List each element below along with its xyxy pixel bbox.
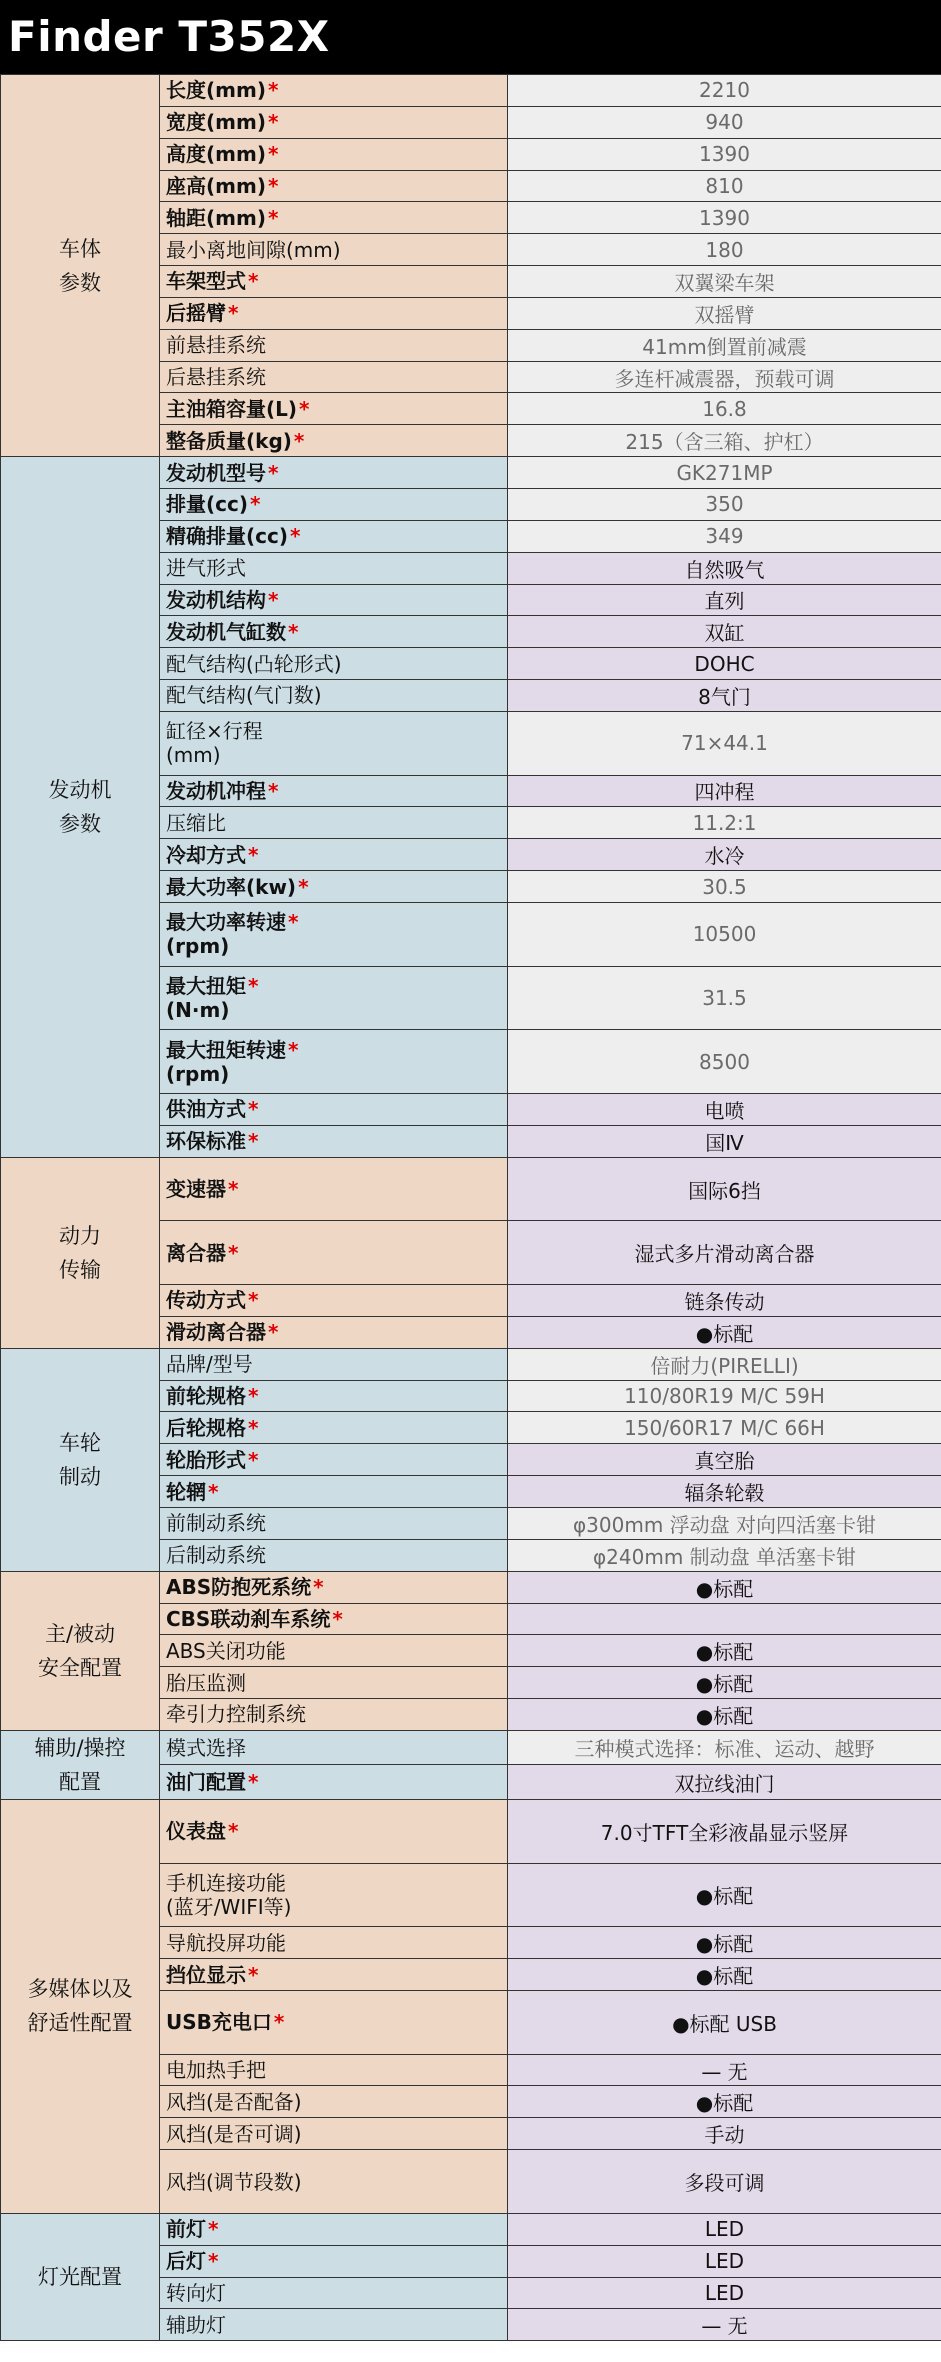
required-marker: *	[248, 1384, 259, 1409]
spec-value: 11.2:1	[508, 807, 941, 839]
spec-label: 导航投屏功能	[160, 1927, 508, 1959]
spec-label: 离合器 *	[160, 1221, 508, 1285]
spec-value: ●标配	[508, 1959, 941, 1991]
required-marker: *	[208, 2217, 219, 2242]
spec-label: 最大扭矩转速 * (rpm)	[160, 1030, 508, 1094]
required-marker: *	[288, 910, 299, 935]
spec-value: φ300mm 浮动盘 对向四活塞卡钳	[508, 1507, 941, 1539]
spec-table	[0, 74, 941, 2341]
required-marker: *	[268, 1320, 279, 1345]
spec-value: 双摇臂	[508, 297, 941, 329]
spec-label: 后摇臂 *	[160, 297, 508, 329]
spec-label: 前悬挂系统	[160, 329, 508, 361]
section-label: 多媒体以及 舒适性配置	[1, 1799, 160, 2213]
spec-value: 三种模式选择：标准、运动、越野	[508, 1730, 941, 1765]
spec-value: ●标配	[508, 2086, 941, 2118]
spec-label: 前制动系统	[160, 1507, 508, 1539]
spec-value: φ240mm 制动盘 单活塞卡钳	[508, 1539, 941, 1571]
spec-value: 810	[508, 170, 941, 202]
spec-value: 双翼梁车架	[508, 266, 941, 298]
spec-label: 转向灯	[160, 2277, 508, 2309]
spec-label: 最大功率转速 * (rpm)	[160, 902, 508, 966]
spec-label: 配气结构(凸轮形式)	[160, 648, 508, 680]
table-row	[1, 75, 941, 107]
required-marker: *	[248, 1415, 259, 1440]
spec-value: 手动	[508, 2118, 941, 2150]
section-label: 车体 参数	[1, 75, 160, 457]
spec-label: 最小离地间隙(mm)	[160, 234, 508, 266]
spec-value: 1390	[508, 138, 941, 170]
spec-value: 71×44.1	[508, 711, 941, 775]
required-marker: *	[299, 396, 310, 421]
required-marker: *	[268, 587, 279, 612]
required-marker: *	[208, 2249, 219, 2274]
spec-label: 车架型式 *	[160, 266, 508, 298]
spec-label: 配气结构(气门数)	[160, 680, 508, 712]
spec-label: 冷却方式 *	[160, 839, 508, 871]
spec-value: 多连杆减震器，预载可调	[508, 361, 941, 393]
spec-label: 传动方式 *	[160, 1285, 508, 1317]
spec-value: 180	[508, 234, 941, 266]
spec-value: 349	[508, 520, 941, 552]
spec-value: 双拉线油门	[508, 1765, 941, 1800]
spec-value: 2210	[508, 75, 941, 107]
spec-value: 四冲程	[508, 775, 941, 807]
required-marker: *	[267, 78, 279, 103]
spec-value: 8气门	[508, 680, 941, 712]
spec-value: ●标配	[508, 1635, 941, 1667]
table-row	[1, 1157, 941, 1221]
spec-label: 进气形式	[160, 552, 508, 584]
required-marker: *	[248, 1770, 259, 1795]
required-marker: *	[250, 492, 261, 517]
spec-label: 最大扭矩 * (N·m)	[160, 966, 508, 1030]
spec-value: 10500	[508, 902, 941, 966]
spec-label: 长度(mm) *	[160, 75, 508, 107]
spec-label: 辅助灯	[160, 2309, 508, 2341]
spec-label: 座高(mm) *	[160, 170, 508, 202]
spec-value: ●标配	[508, 1927, 941, 1959]
spec-value: LED	[508, 2213, 941, 2245]
required-marker: *	[267, 142, 279, 167]
spec-label: 风挡(是否配备)	[160, 2086, 508, 2118]
spec-label: 最大功率(kw) *	[160, 871, 508, 903]
spec-label: 发动机结构 *	[160, 584, 508, 616]
table-row	[1, 1799, 941, 1863]
spec-value: ●标配	[508, 1863, 941, 1927]
spec-value: 940	[508, 106, 941, 138]
required-marker: *	[248, 842, 259, 867]
required-marker: *	[228, 1240, 239, 1265]
spec-label: 发动机冲程 *	[160, 775, 508, 807]
spec-label: 整备质量(kg) *	[160, 425, 508, 457]
required-marker: *	[332, 1606, 343, 1631]
required-marker: *	[313, 1575, 324, 1600]
spec-label: 挡位显示 *	[160, 1959, 508, 1991]
spec-label: CBS联动刹车系统 *	[160, 1603, 508, 1635]
spec-label: 前灯 *	[160, 2213, 508, 2245]
required-marker: *	[273, 2010, 285, 2035]
spec-label: 油门配置 *	[160, 1765, 508, 1800]
required-marker: *	[248, 1129, 259, 1154]
spec-value: 30.5	[508, 871, 941, 903]
spec-label: 后灯 *	[160, 2245, 508, 2277]
spec-label: 前轮规格 *	[160, 1380, 508, 1412]
required-marker: *	[268, 460, 279, 485]
spec-label: 发动机气缸数 *	[160, 616, 508, 648]
spec-label: 后制动系统	[160, 1539, 508, 1571]
spec-value: 110/80R19 M/C 59H	[508, 1380, 941, 1412]
spec-label: 牵引力控制系统	[160, 1699, 508, 1731]
required-marker: *	[268, 778, 279, 803]
spec-value: ●标配	[508, 1316, 941, 1348]
section-label: 发动机 参数	[1, 457, 160, 1158]
section-label: 灯光配置	[1, 2213, 160, 2340]
spec-value: 直列	[508, 584, 941, 616]
required-marker: *	[228, 301, 239, 326]
required-marker: *	[208, 1479, 219, 1504]
spec-label: 电加热手把	[160, 2054, 508, 2086]
spec-value: 多段可调	[508, 2150, 941, 2214]
required-marker: *	[267, 173, 279, 198]
required-marker: *	[248, 1962, 259, 1987]
spec-value: ●标配	[508, 1699, 941, 1731]
section-label: 辅助/操控 配置	[1, 1730, 160, 1799]
required-marker: *	[248, 269, 259, 294]
spec-label: 变速器 *	[160, 1157, 508, 1221]
spec-label: 后轮规格 *	[160, 1412, 508, 1444]
required-marker: *	[248, 1097, 259, 1122]
spec-label: 主油箱容量(L) *	[160, 393, 508, 425]
spec-value: 辐条轮毂	[508, 1476, 941, 1508]
spec-value: 16.8	[508, 393, 941, 425]
spec-value: ●标配 USB	[508, 1990, 941, 2054]
spec-label: 供油方式 *	[160, 1094, 508, 1126]
spec-label: 轮胎形式 *	[160, 1444, 508, 1476]
required-marker: *	[248, 1288, 259, 1313]
spec-value: GK271MP	[508, 457, 941, 489]
section-label: 主/被动 安全配置	[1, 1571, 160, 1730]
spec-value: 电喷	[508, 1094, 941, 1126]
spec-label: USB充电口 *	[160, 1990, 508, 2054]
required-marker: *	[267, 110, 279, 135]
spec-value: LED	[508, 2245, 941, 2277]
spec-label: 环保标准 *	[160, 1125, 508, 1157]
spec-label: 缸径×行程 (mm)	[160, 711, 508, 775]
table-row	[1, 1348, 941, 1380]
spec-label: 精确排量(cc) *	[160, 520, 508, 552]
required-marker: *	[288, 1037, 299, 1062]
spec-value: 1390	[508, 202, 941, 234]
required-marker: *	[290, 524, 301, 549]
spec-value: 国际6挡	[508, 1157, 941, 1221]
required-marker: *	[228, 1819, 239, 1844]
spec-value: — 无	[508, 2054, 941, 2086]
page-title: Finder T352X	[0, 0, 941, 74]
spec-value: 真空胎	[508, 1444, 941, 1476]
spec-value	[508, 1603, 941, 1635]
required-marker: *	[248, 1447, 259, 1472]
required-marker: *	[228, 1177, 239, 1202]
spec-value: — 无	[508, 2309, 941, 2341]
spec-label: 发动机型号 *	[160, 457, 508, 489]
spec-value: 7.0寸TFT全彩液晶显示竖屏	[508, 1799, 941, 1863]
spec-value: ●标配	[508, 1571, 941, 1603]
table-row	[1, 457, 941, 489]
spec-label: ABS防抱死系统 *	[160, 1571, 508, 1603]
spec-label: 轴距(mm) *	[160, 202, 508, 234]
spec-label: 轮辋 *	[160, 1476, 508, 1508]
spec-value: 国Ⅳ	[508, 1125, 941, 1157]
spec-label: 压缩比	[160, 807, 508, 839]
spec-value: 31.5	[508, 966, 941, 1030]
table-row	[1, 2213, 941, 2245]
spec-label: 品牌/型号	[160, 1348, 508, 1380]
spec-label: 风挡(调节段数)	[160, 2150, 508, 2214]
spec-value: 双缸	[508, 616, 941, 648]
spec-value: ●标配	[508, 1667, 941, 1699]
section-label: 车轮 制动	[1, 1348, 160, 1571]
spec-label: 胎压监测	[160, 1667, 508, 1699]
spec-label: 排量(cc) *	[160, 488, 508, 520]
spec-label: ABS关闭功能	[160, 1635, 508, 1667]
spec-label: 滑动离合器 *	[160, 1316, 508, 1348]
required-marker: *	[288, 619, 299, 644]
spec-value: 215（含三箱、护杠）	[508, 425, 941, 457]
required-marker: *	[267, 205, 279, 230]
spec-label: 风挡(是否可调)	[160, 2118, 508, 2150]
required-marker: *	[293, 428, 305, 453]
spec-label: 高度(mm) *	[160, 138, 508, 170]
spec-value: 150/60R17 M/C 66H	[508, 1412, 941, 1444]
spec-value: 41mm倒置前减震	[508, 329, 941, 361]
spec-value: 8500	[508, 1030, 941, 1094]
spec-label: 后悬挂系统	[160, 361, 508, 393]
required-marker: *	[248, 973, 259, 998]
spec-label: 宽度(mm) *	[160, 106, 508, 138]
spec-value: 350	[508, 488, 941, 520]
spec-label: 模式选择	[160, 1730, 508, 1765]
spec-label: 手机连接功能 (蓝牙/WIFI等)	[160, 1863, 508, 1927]
spec-value: DOHC	[508, 648, 941, 680]
spec-value: 自然吸气	[508, 552, 941, 584]
spec-value: 水冷	[508, 839, 941, 871]
table-row	[1, 1571, 941, 1603]
section-label: 动力 传输	[1, 1157, 160, 1348]
spec-value: 链条传动	[508, 1285, 941, 1317]
spec-label: 仪表盘 *	[160, 1799, 508, 1863]
table-row	[1, 1730, 941, 1765]
spec-value: 湿式多片滑动离合器	[508, 1221, 941, 1285]
spec-value: 倍耐力(PIRELLI)	[508, 1348, 941, 1380]
spec-value: LED	[508, 2277, 941, 2309]
required-marker: *	[298, 874, 309, 899]
